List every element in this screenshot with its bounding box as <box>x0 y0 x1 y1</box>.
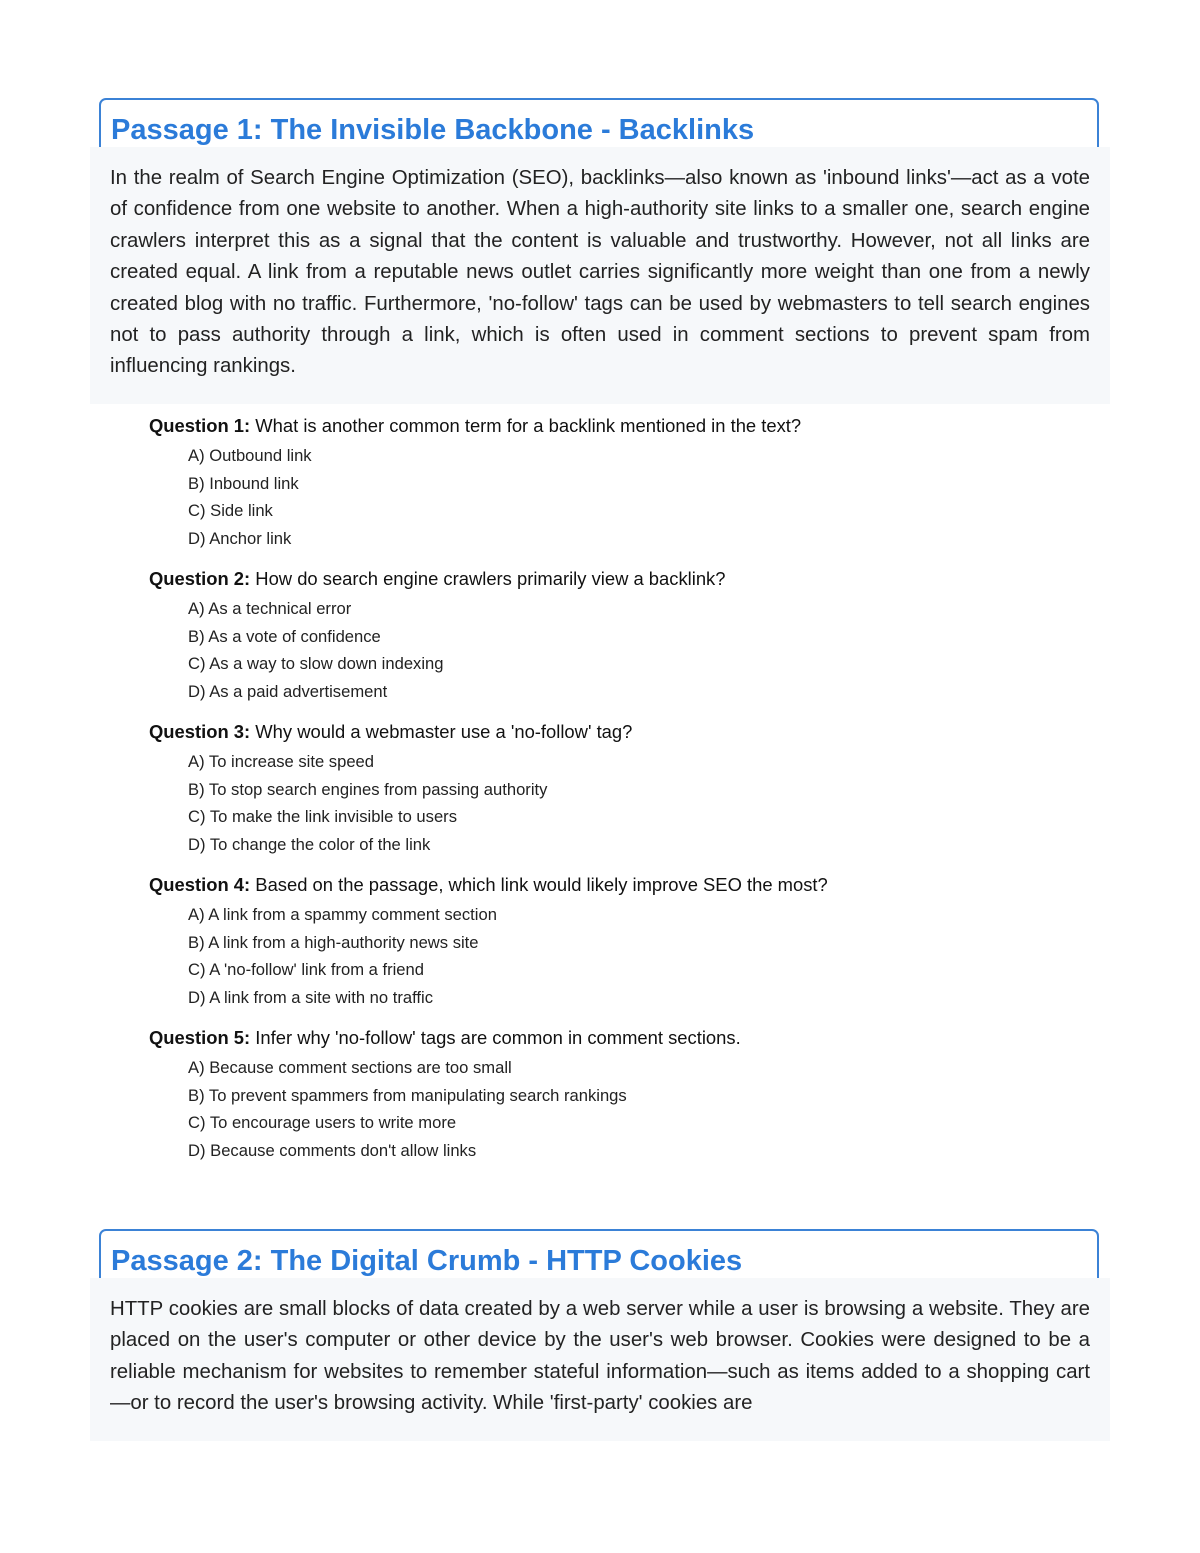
question-1-option-b: B) Inbound link <box>188 473 299 493</box>
question-2-label: Question 2: <box>149 568 251 589</box>
question-4-label: Question 4: <box>149 874 251 895</box>
question-5-text: Infer why 'no-follow' tags are common in comment sections. <box>255 1027 741 1048</box>
question-3-option-b: B) To stop search engines from passing authority <box>188 779 548 799</box>
passage-1-text: In the realm of Search Engine Optimization (SEO), backlinks—also known as 'inbound links'—act as a vote of confidence from one website to another. When a high-authority site links to a smaller one, search engine crawlers interpret this as a signal that the content is valuable and trustworthy. However, not all links are created equal. A link from a reputable news outlet carries significantly more weight than one from a newly created blog with no traffic. Furthermore, 'no-follow' tags can be used by webmasters to tell search engines not to pass authority through a link, which is often used in comment sections to prevent spam from influencing rankings. <box>110 167 1090 378</box>
question-4-options <box>149 901 1069 1011</box>
question-2-text: How do search engine crawlers primarily view a backlink? <box>255 568 726 589</box>
question-3-option-a: A) To increase site speed <box>188 752 375 771</box>
question-2-option-b: B) As a vote of confidence <box>188 626 381 646</box>
question-3-label: Question 3: <box>149 721 251 742</box>
question-5-options <box>149 1054 1069 1164</box>
question-4-option-b: B) A link from a high-authority news site <box>188 932 479 952</box>
question-2 <box>149 565 1069 705</box>
question-2-option-c: C) As a way to slow down indexing <box>188 654 444 673</box>
question-1-options <box>149 442 1069 552</box>
question-1-text: What is another common term for a backlink mentioned in the text? <box>255 415 802 436</box>
question-3-options <box>149 748 1069 858</box>
question-5-option-d: D) Because comments don't allow links <box>188 1140 477 1160</box>
question-4-option-d: D) A link from a site with no traffic <box>188 987 434 1007</box>
question-1-option-a: A) Outbound link <box>188 446 312 465</box>
question-4 <box>149 871 1069 1011</box>
question-4-text: Based on the passage, which link would likely improve SEO the most? <box>255 874 828 895</box>
passage-1-body <box>90 147 1110 404</box>
passage-2-title: Passage 2: The Digital Crumb - HTTP Cookies <box>111 1245 743 1277</box>
question-5-label: Question 5: <box>149 1027 251 1048</box>
passage-2-text: HTTP cookies are small blocks of data created by a web server while a user is browsing a website. They are placed on the user's computer or other device by the user's web browser. Cookies were designed to be a reliable mechanism for websites to remember stateful information—such as items added to a shopping cart—or to record the user's browsing activity. While 'first-party' cookies are <box>110 1298 1090 1415</box>
question-1-option-d: D) Anchor link <box>188 528 292 548</box>
passage-1-title: Passage 1: The Invisible Backbone - Backlinks <box>111 114 755 146</box>
question-5-stem <box>149 1024 1069 1052</box>
question-3-stem <box>149 718 1069 746</box>
question-3-option-c: C) To make the link invisible to users <box>188 807 457 826</box>
passage-1-questions <box>149 412 1069 1177</box>
question-3-text: Why would a webmaster use a 'no-follow' tag? <box>255 721 633 742</box>
question-3 <box>149 718 1069 858</box>
question-5-option-c: C) To encourage users to write more <box>188 1113 457 1132</box>
question-4-option-a: A) A link from a spammy comment section <box>188 905 497 924</box>
question-2-option-d: D) As a paid advertisement <box>188 681 388 701</box>
question-1-option-c: C) Side link <box>188 501 273 520</box>
question-5-option-a: A) Because comment sections are too small <box>188 1058 512 1077</box>
question-1-stem <box>149 412 1069 440</box>
question-1 <box>149 412 1069 552</box>
passage-2-body <box>90 1278 1110 1441</box>
question-2-options <box>149 595 1069 705</box>
question-5 <box>149 1024 1069 1164</box>
question-3-option-d: D) To change the color of the link <box>188 834 431 854</box>
question-5-option-b: B) To prevent spammers from manipulating search rankings <box>188 1085 627 1105</box>
question-1-label: Question 1: <box>149 415 251 436</box>
question-2-option-a: A) As a technical error <box>188 599 352 618</box>
question-2-stem <box>149 565 1069 593</box>
question-4-option-c: C) A 'no-follow' link from a friend <box>188 960 424 979</box>
question-4-stem <box>149 871 1069 899</box>
